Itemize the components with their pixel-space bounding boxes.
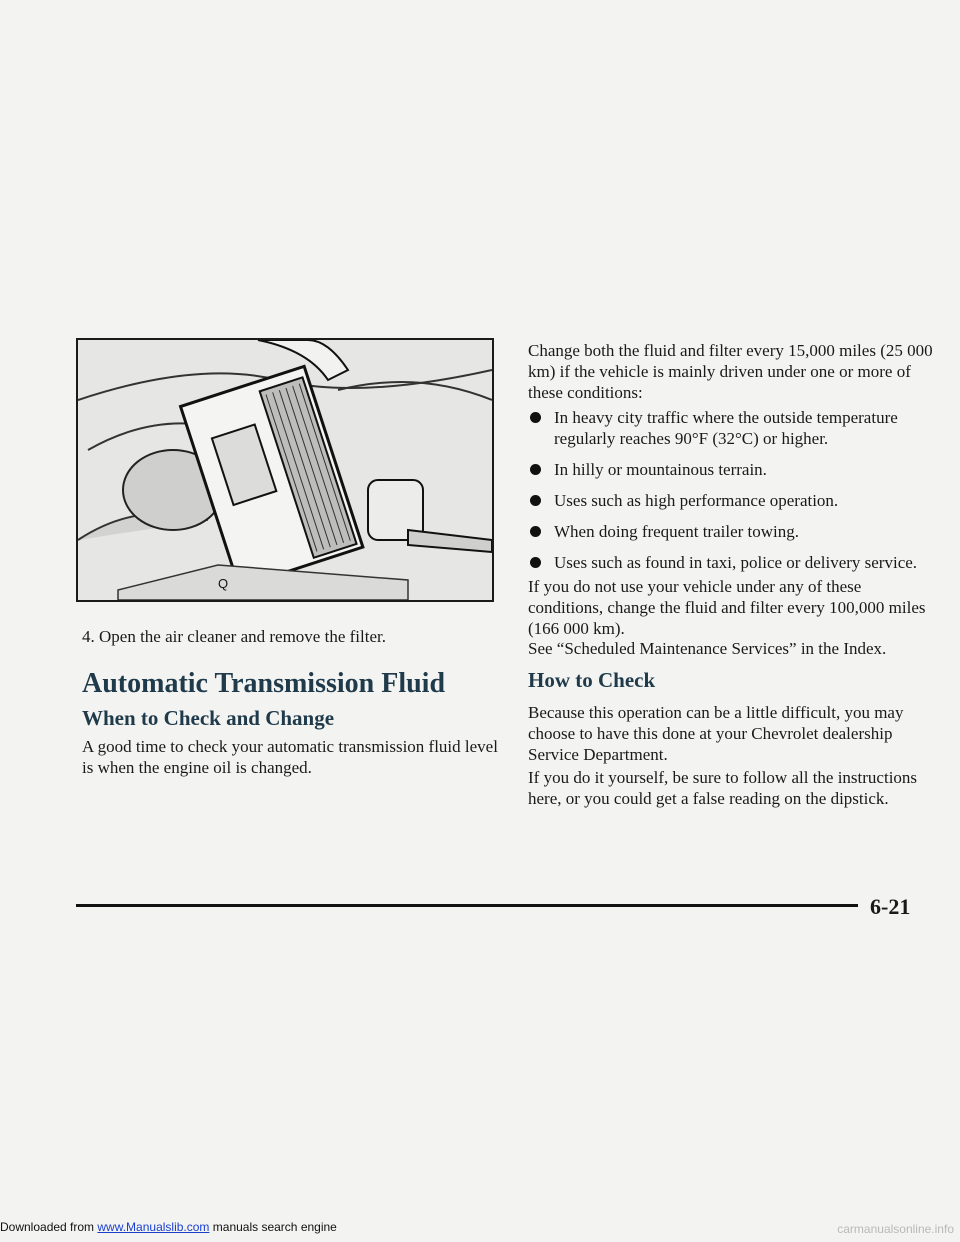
see-index-paragraph: See “Scheduled Maintenance Services” in the Index. (528, 639, 887, 658)
change-interval-paragraph: Change both the fluid and filter every 15,000 miles (25 000 km) if the vehicle is mainly driven under one or more of these conditions: (528, 341, 933, 402)
figure-callout: Q (218, 576, 229, 591)
list-item: When doing frequent trailer towing. (528, 521, 948, 542)
when-to-check-paragraph: A good time to check your automatic transmission fluid level is when the engine oil is changed. (82, 737, 498, 777)
air-cleaner-illustration (76, 338, 494, 602)
footer-suffix: manuals search engine (209, 1220, 337, 1234)
how-to-check-heading: How to Check (528, 668, 656, 692)
bullet-icon (530, 495, 541, 506)
download-footer (0, 1220, 337, 1234)
list-item: Uses such as found in taxi, police or delivery service. (528, 552, 948, 573)
section-heading: Automatic Transmission Fluid (82, 668, 446, 699)
manualslib-link[interactable]: www.Manualslib.com (97, 1220, 210, 1234)
otherwise-paragraph: If you do not use your vehicle under any of these conditions, change the fluid and filter every 100,000 miles (166 000 km). (528, 577, 926, 638)
bullet-icon (530, 557, 541, 568)
bullet-icon (530, 526, 541, 537)
list-item: In heavy city traffic where the outside temperature regularly reaches 90°F (32°C) or higher. (528, 407, 948, 449)
bullet-icon (530, 464, 541, 475)
air-cleaner-drawing (78, 340, 492, 600)
step-4-text: 4. Open the air cleaner and remove the filter. (82, 627, 386, 646)
how-to-check-paragraph-1: Because this operation can be a little difficult, you may choose to have this done at your Chevrolet dealership Service Department. (528, 703, 904, 764)
list-item: Uses such as high performance operation. (528, 490, 948, 511)
bullet-icon (530, 412, 541, 423)
conditions-list (528, 407, 948, 583)
subsection-heading: When to Check and Change (82, 706, 335, 730)
watermark-text: carmanualsonline.info (837, 1222, 954, 1236)
list-item: In hilly or mountainous terrain. (528, 459, 948, 480)
footer-prefix: Downloaded from (0, 1220, 98, 1234)
how-to-check-paragraph-2: If you do it yourself, be sure to follow all the instructions here, or you could get a false reading on the dipstick. (528, 768, 918, 808)
page-number: 6-21 (870, 894, 911, 919)
footer-rule (76, 904, 858, 907)
